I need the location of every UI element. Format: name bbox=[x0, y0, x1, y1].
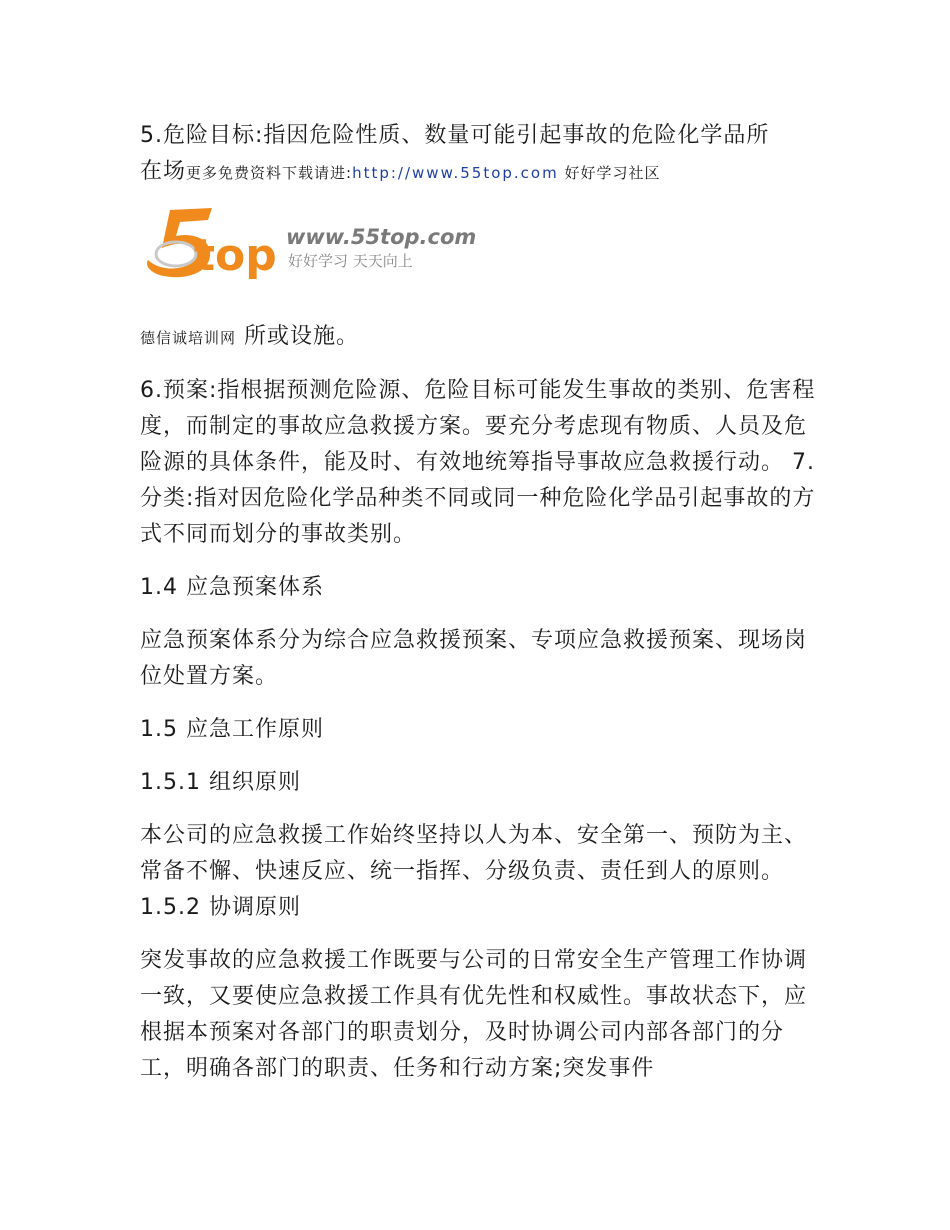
promo-text: 更多免费资料下载请进: bbox=[186, 164, 353, 182]
paragraph-1-5-1: 本公司的应急救援工作始终坚持以人为本、安全第一、预防为主、常备不懈、快速反应、统一指挥、分级负责、责任到人的原则。 1.5.2 协调原则 bbox=[140, 823, 808, 920]
logo-slogan-text: 好好学习 天天向上 bbox=[288, 252, 413, 270]
paragraph-1-4: 应急预案体系分为综合应急救援预案、专项应急救援预案、现场岗位处置方案。 bbox=[140, 628, 808, 689]
heading-1-4: 1.4 应急预案体系 bbox=[140, 575, 324, 600]
heading-1-5-1: 1.5.1 组织原则 bbox=[140, 770, 301, 795]
promo-link[interactable]: http://www.55top.com bbox=[352, 164, 559, 182]
logo-brand-text: top bbox=[194, 230, 277, 281]
line-1-text: 5.危险目标:指因危险性质、数量可能引起事故的危险化学品所 bbox=[140, 123, 770, 148]
logo-url-text: www.55top.com bbox=[286, 225, 477, 249]
promo-suffix: 好好学习社区 bbox=[558, 164, 661, 182]
training-site-label: 德信诚培训网 bbox=[140, 329, 237, 347]
paragraph-after-logo bbox=[140, 319, 820, 356]
logo-55top bbox=[142, 204, 477, 282]
after-logo-text: 所或设施。 bbox=[236, 324, 360, 349]
logo-graphic-icon bbox=[142, 204, 477, 282]
paragraph-6-plan: 6.预案:指根据预测危险源、危险目标可能发生事故的类别、危害程度，而制定的事故应急救援方案。要充分考虑现有物质、人员及危险源的具体条件，能及时、有效地统筹指导事故应急救援行动。 7.分类:指对因危险化学品种类不同或同一种危险化学品引起事故的方式不同而划分的事故类别。 bbox=[140, 378, 816, 547]
paragraph-danger-target bbox=[140, 118, 820, 191]
heading-1-5: 1.5 应急工作原则 bbox=[140, 717, 324, 742]
paragraph-1-5-2: 突发事故的应急救援工作既要与公司的日常安全生产管理工作协调一致，又要使应急救援工作具有优先性和权威性。事故状态下，应根据本预案对各部门的职责划分，及时协调公司内部各部门的分工，明确各部门的职责、任务和行动方案;突发事件 bbox=[140, 948, 808, 1081]
line-2-text: 在场 bbox=[140, 159, 187, 184]
